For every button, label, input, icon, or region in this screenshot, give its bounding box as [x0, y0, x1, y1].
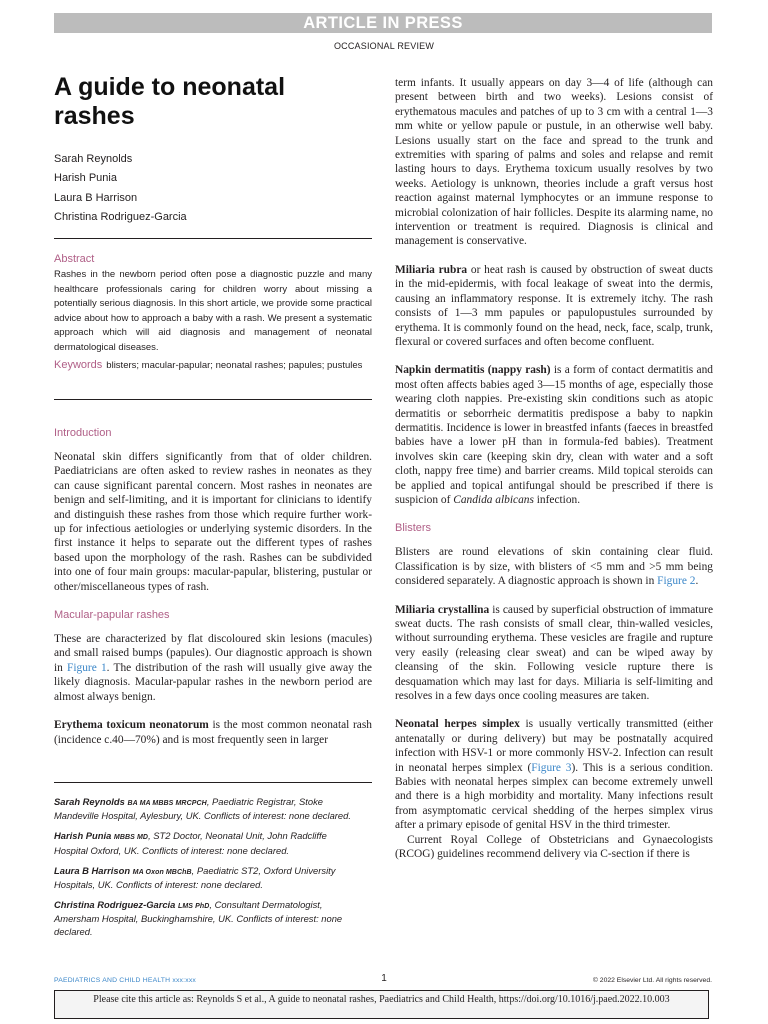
affiliation-item	[54, 899, 354, 938]
erythema-toxicum-term: Erythema toxicum neonatorum	[54, 719, 209, 732]
page-number: 1	[381, 973, 387, 984]
author-name: Christina Rodriguez-Garcia	[54, 210, 187, 223]
blisters-paragraph	[395, 545, 713, 588]
napkin-dermatitis-term: Napkin dermatitis (nappy rash)	[395, 364, 551, 377]
herpes-simplex-term: Neonatal herpes simplex	[395, 718, 520, 731]
paragraph-text: ). This is a serious condition. Babies with neonatal herpes simplex can become extremely unwell and there is a high morbidity and mortality. Many infections result from asymptomatic cervical shedding of the herpes simplex virus after a primary episode of genital HSV in the third trimester.	[395, 761, 713, 832]
affiliation-name: Christina Rodriguez-Garcia	[54, 899, 176, 911]
affiliation-item	[54, 865, 354, 891]
abstract-text: Rashes in the newborn period often pose a diagnostic puzzle and many healthcare professionals caring for children worry about missing a potentially serious diagnosis. In this short article, we provide some practical advice about how to approach a baby with a rash. We present a systematic approach which will aid diagnosis and management of neonatal dermatological diseases.	[54, 269, 372, 353]
author-affiliations	[54, 796, 354, 946]
article-in-press-banner: ARTICLE IN PRESS	[54, 13, 712, 33]
section-type-label: OCCASIONAL REVIEW	[333, 41, 435, 51]
journal-footer: PAEDIATRICS AND CHILD HEALTH xxx:xxx	[54, 977, 197, 984]
paragraph-text: is usually vertically transmitted (either antenatally or during delivery) but may be postnatally acquired infection with HSV-1 or more commonly HSV-2. Infection can result in neonatal herpes simplex (	[395, 718, 713, 774]
paragraph-text: .	[695, 575, 699, 588]
abstract-bottom-divider	[54, 399, 372, 400]
figure-1-link[interactable]: Figure 1	[67, 661, 107, 674]
napkin-dermatitis-paragraph	[395, 363, 713, 507]
erythema-toxicum-continued: term infants. It usually appears on day 3—4 of life (although can present between birth and two weeks). Lesions consist of erythematous macules and patches of up to 3 cm with a central 1—3 mm white or yellow papule or pustule, in an otherwise well baby. Lesions usually start on the face and spread to the trunk and extremities with sparing of palms and soles and relapse and remit lasting hours to days. Erythema toxicum usually resolves by two weeks. Aetiology is unknown, theories include a graft versus host reaction against maternal lymphocytes or an immune response to microbial colonization of hair follicles. Despite its alarming name, no intervention or treatment is required. Diagnosis is clinical and management is conservative.	[395, 77, 713, 248]
keywords-line	[54, 358, 372, 374]
miliaria-crystallina-term: Miliaria crystallina	[395, 603, 490, 616]
left-column	[54, 426, 372, 761]
author-name: Sarah Reynolds	[54, 153, 133, 165]
rcog-paragraph: Current Royal College of Obstetricians and Gynaecologists (RCOG) guidelines recommend delivery via C-section if there is	[395, 833, 713, 861]
affiliation-text: , ST2 Doctor, Neonatal Unit, John Radcliffe Hospital Oxford, UK. Conflicts of interest: none declared.	[54, 830, 327, 856]
affiliation-qualifications: MA Oxon MBChB	[132, 868, 192, 876]
blisters-heading: Blisters	[395, 522, 432, 535]
paragraph-text: or heat rash is caused by obstruction of sweat ducts in the mid-epidermis, with focal leakage of sweat into the dermis, causing an inflammatory response. It is extremely itchy. The rash consists of 1—3 mm papules or papulopustules surrounded by erythema. It is commonly found on the head, neck, face, scalp, trunk, flexural or covered surfaces and often become confluent.	[395, 263, 713, 348]
miliaria-crystallina-paragraph	[395, 603, 713, 704]
affiliations-divider	[54, 782, 372, 783]
author-list	[54, 150, 354, 227]
keywords-label: Keywords	[54, 358, 103, 371]
affiliation-item	[54, 796, 354, 822]
keywords-list: blisters; macular-papular; neonatal rashes; papules; pustules	[106, 359, 363, 371]
copyright-notice: © 2022 Elsevier Ltd. All rights reserved.	[592, 977, 712, 984]
abstract-heading: Abstract	[54, 253, 95, 265]
author-name: Laura B Harrison	[54, 191, 138, 204]
abstract-block	[54, 252, 372, 373]
macular-papular-heading: Macular-papular rashes	[54, 609, 170, 622]
right-column	[395, 76, 713, 862]
paragraph-text: These are characterized by flat discoloured skin lesions (macules) and small raised bumps (papules). Our diagnostic approach is shown in	[54, 633, 372, 674]
affiliation-name: Sarah Reynolds	[54, 796, 125, 807]
affiliation-qualifications: LMS PhD	[178, 903, 210, 911]
affiliation-text: , Consultant Dermatologist, Amersham Hospital, Buckinghamshire, UK. Conflicts of interest: none declared.	[54, 899, 343, 937]
article-title: A guide to neonatal rashes	[54, 73, 286, 130]
miliaria-rubra-paragraph	[395, 263, 713, 349]
figure-3-link[interactable]: Figure 3	[531, 761, 572, 774]
introduction-heading: Introduction	[54, 427, 112, 439]
affiliation-qualifications: MBBS MD	[113, 834, 149, 842]
paragraph-text: Blisters are round elevations of skin containing clear fluid. Classification is by size, with blisters of <5 mm and >5 mm being considered separately. A diagnostic approach is shown in	[395, 546, 713, 588]
paragraph-text: infection.	[533, 493, 581, 506]
affiliation-name: Laura B Harrison	[54, 864, 131, 876]
abstract-top-divider	[54, 238, 372, 239]
candida-term: Candida albicans	[453, 493, 534, 506]
citation-box: Please cite this article as: Reynolds S et al., A guide to neonatal rashes, Paediatrics and Child Health, https://doi.org/10.1016/j.paed.2022.10.003	[54, 990, 709, 1019]
affiliation-text: , Paediatric ST2, Oxford University Hospitals, UK. Conflicts of interest: none declared.	[54, 864, 336, 891]
herpes-simplex-paragraph	[395, 717, 713, 832]
author-name: Harish Punia	[54, 172, 117, 185]
introduction-paragraph: Neonatal skin differs significantly from that of older children. Paediatricians are often asked to review rashes in neonates as they can cause significant parental concern. Most rashes in neonates are benign and self-limiting, and it is important for clinicians to identify and distinguish these rashes from those which require further work-up for infectious aetiologies or underlying systemic disorders. In the first instance it helps to separate out the different types of rashes based upon the morphology of the rash. Rashes can be subdivided into one of four main groups: macular-papular, blistering, pustular or other/miscellaneous types of rash.	[54, 451, 372, 593]
affiliation-qualifications: BA MA MBBS MRCPCH	[127, 800, 207, 807]
paragraph-text: is a form of contact dermatitis and most often affects babies aged 3—15 months of age, especially those wearing cloth nappies. Pre-existing skin conditions such as atopic dermatitis or seborrheic dermatitis predispose a baby to napkin dermatitis. Incidence is lower in breastfed infants (faeces in breastfed babies have a lower pH than in formula-fed babies). Treatment involves skin care (keeping skin dry, clean with water and a soft cloth, nappy free time) and barrier creams. Mild topical steroids can be applied and topical antifungal should be prescribed if there is suspicion of	[395, 364, 713, 506]
miliaria-rubra-term: Miliaria rubra	[395, 263, 468, 276]
affiliation-text: , Paediatric Registrar, Stoke Mandeville Hospital, Aylesbury, UK. Conflicts of interest: none declared.	[54, 796, 351, 822]
affiliation-item	[54, 830, 354, 856]
erythema-toxicum-paragraph	[54, 718, 372, 747]
paragraph-text: is the most common neonatal rash (incidence c.40—70%) and is most frequently seen in larger	[54, 719, 372, 746]
paragraph-text: is caused by superficial obstruction of immature sweat ducts. The rash consists of small clear, thin-walled vesicles, without surrounding erythema. These vesicles are fragile and rupture very easily (releasing clear sweat) and can be wiped away by cleansing of the skin. Following vesicle rupture there is desquamation which may last for days. Miliaria is self-limiting and resolves in a few days once cooling measures are taken.	[395, 603, 713, 703]
macular-papular-paragraph	[54, 632, 372, 704]
affiliation-name: Harish Punia	[54, 830, 112, 842]
paragraph-text: . The distribution of the rash will usually give away the likely diagnosis. Macular-papular rashes in the newborn period are almost always benign.	[54, 661, 372, 703]
figure-2-link[interactable]: Figure 2	[657, 575, 696, 588]
